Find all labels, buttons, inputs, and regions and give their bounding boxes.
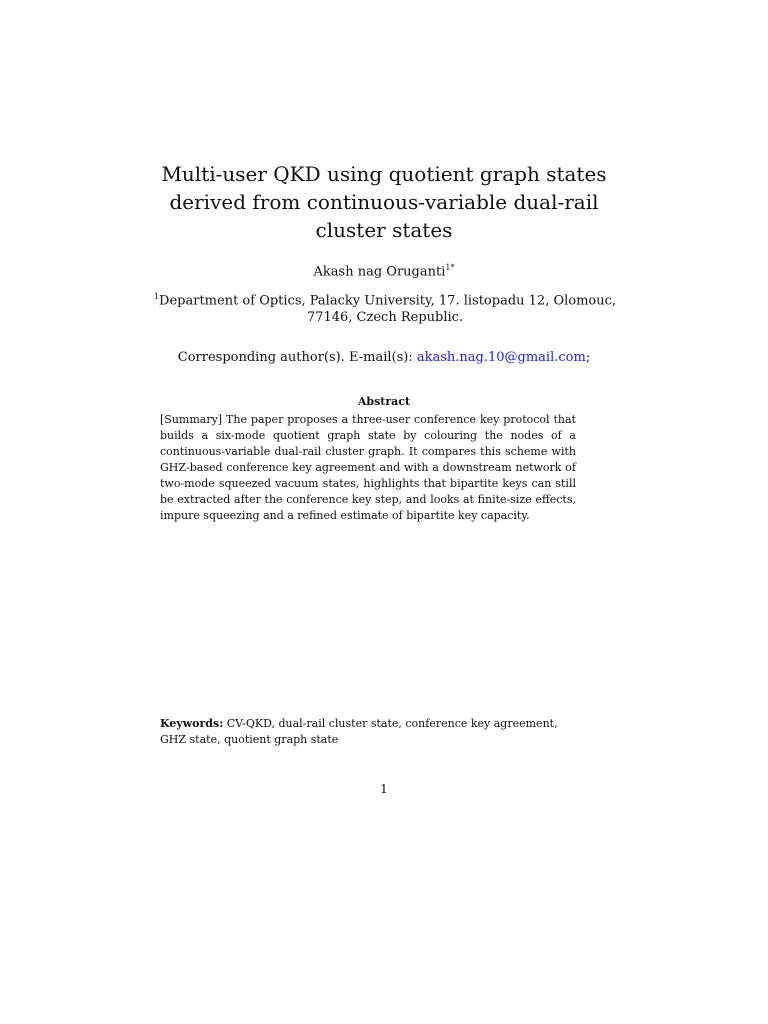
author-line [0, 263, 768, 279]
keywords-label: Keywords: [160, 717, 224, 730]
abstract-body: [Summary] The paper proposes a three-user conference key protocol that builds a six-mode quotient graph state by colouring the nodes of a continuous-variable dual-rail cluster graph. It compares this scheme with GHZ-based conference key agreement and with a downstream network of two-mode squeezed vacuum states, highlights that bipartite keys can still be extracted after the conference key step, and looks at finite-size effects, impure squeezing and a refined estimate of bipartite key capacity. [160, 413, 576, 522]
keywords-text: CV-QKD, dual-rail cluster state, conference key agreement, GHZ state, quotient graph state [160, 717, 558, 746]
paper-title: Multi-user QKD using quotient graph states derived from continuous-variable dual-rail cluster states [161, 162, 607, 242]
affiliation-mark: 1 [153, 292, 160, 301]
corresponding-email-link[interactable]: akash.nag.10@gmail.com [416, 350, 586, 365]
page-number: 1 [380, 782, 388, 796]
corresponding-author [0, 350, 768, 365]
author-affiliation-mark: 1* [445, 263, 455, 272]
corresponding-label: Corresponding author(s). E-mail(s): [177, 350, 413, 365]
affiliation [150, 288, 620, 326]
corresponding-suffix: ; [585, 350, 591, 365]
affiliation-text: Department of Optics, Palacky University, 17. listopadu 12, Olomouc, 77146, Czech Republic. [159, 293, 617, 326]
keywords [160, 716, 576, 748]
abstract-heading: Abstract [357, 395, 411, 408]
author-name: Akash nag Oruganti [313, 264, 446, 280]
